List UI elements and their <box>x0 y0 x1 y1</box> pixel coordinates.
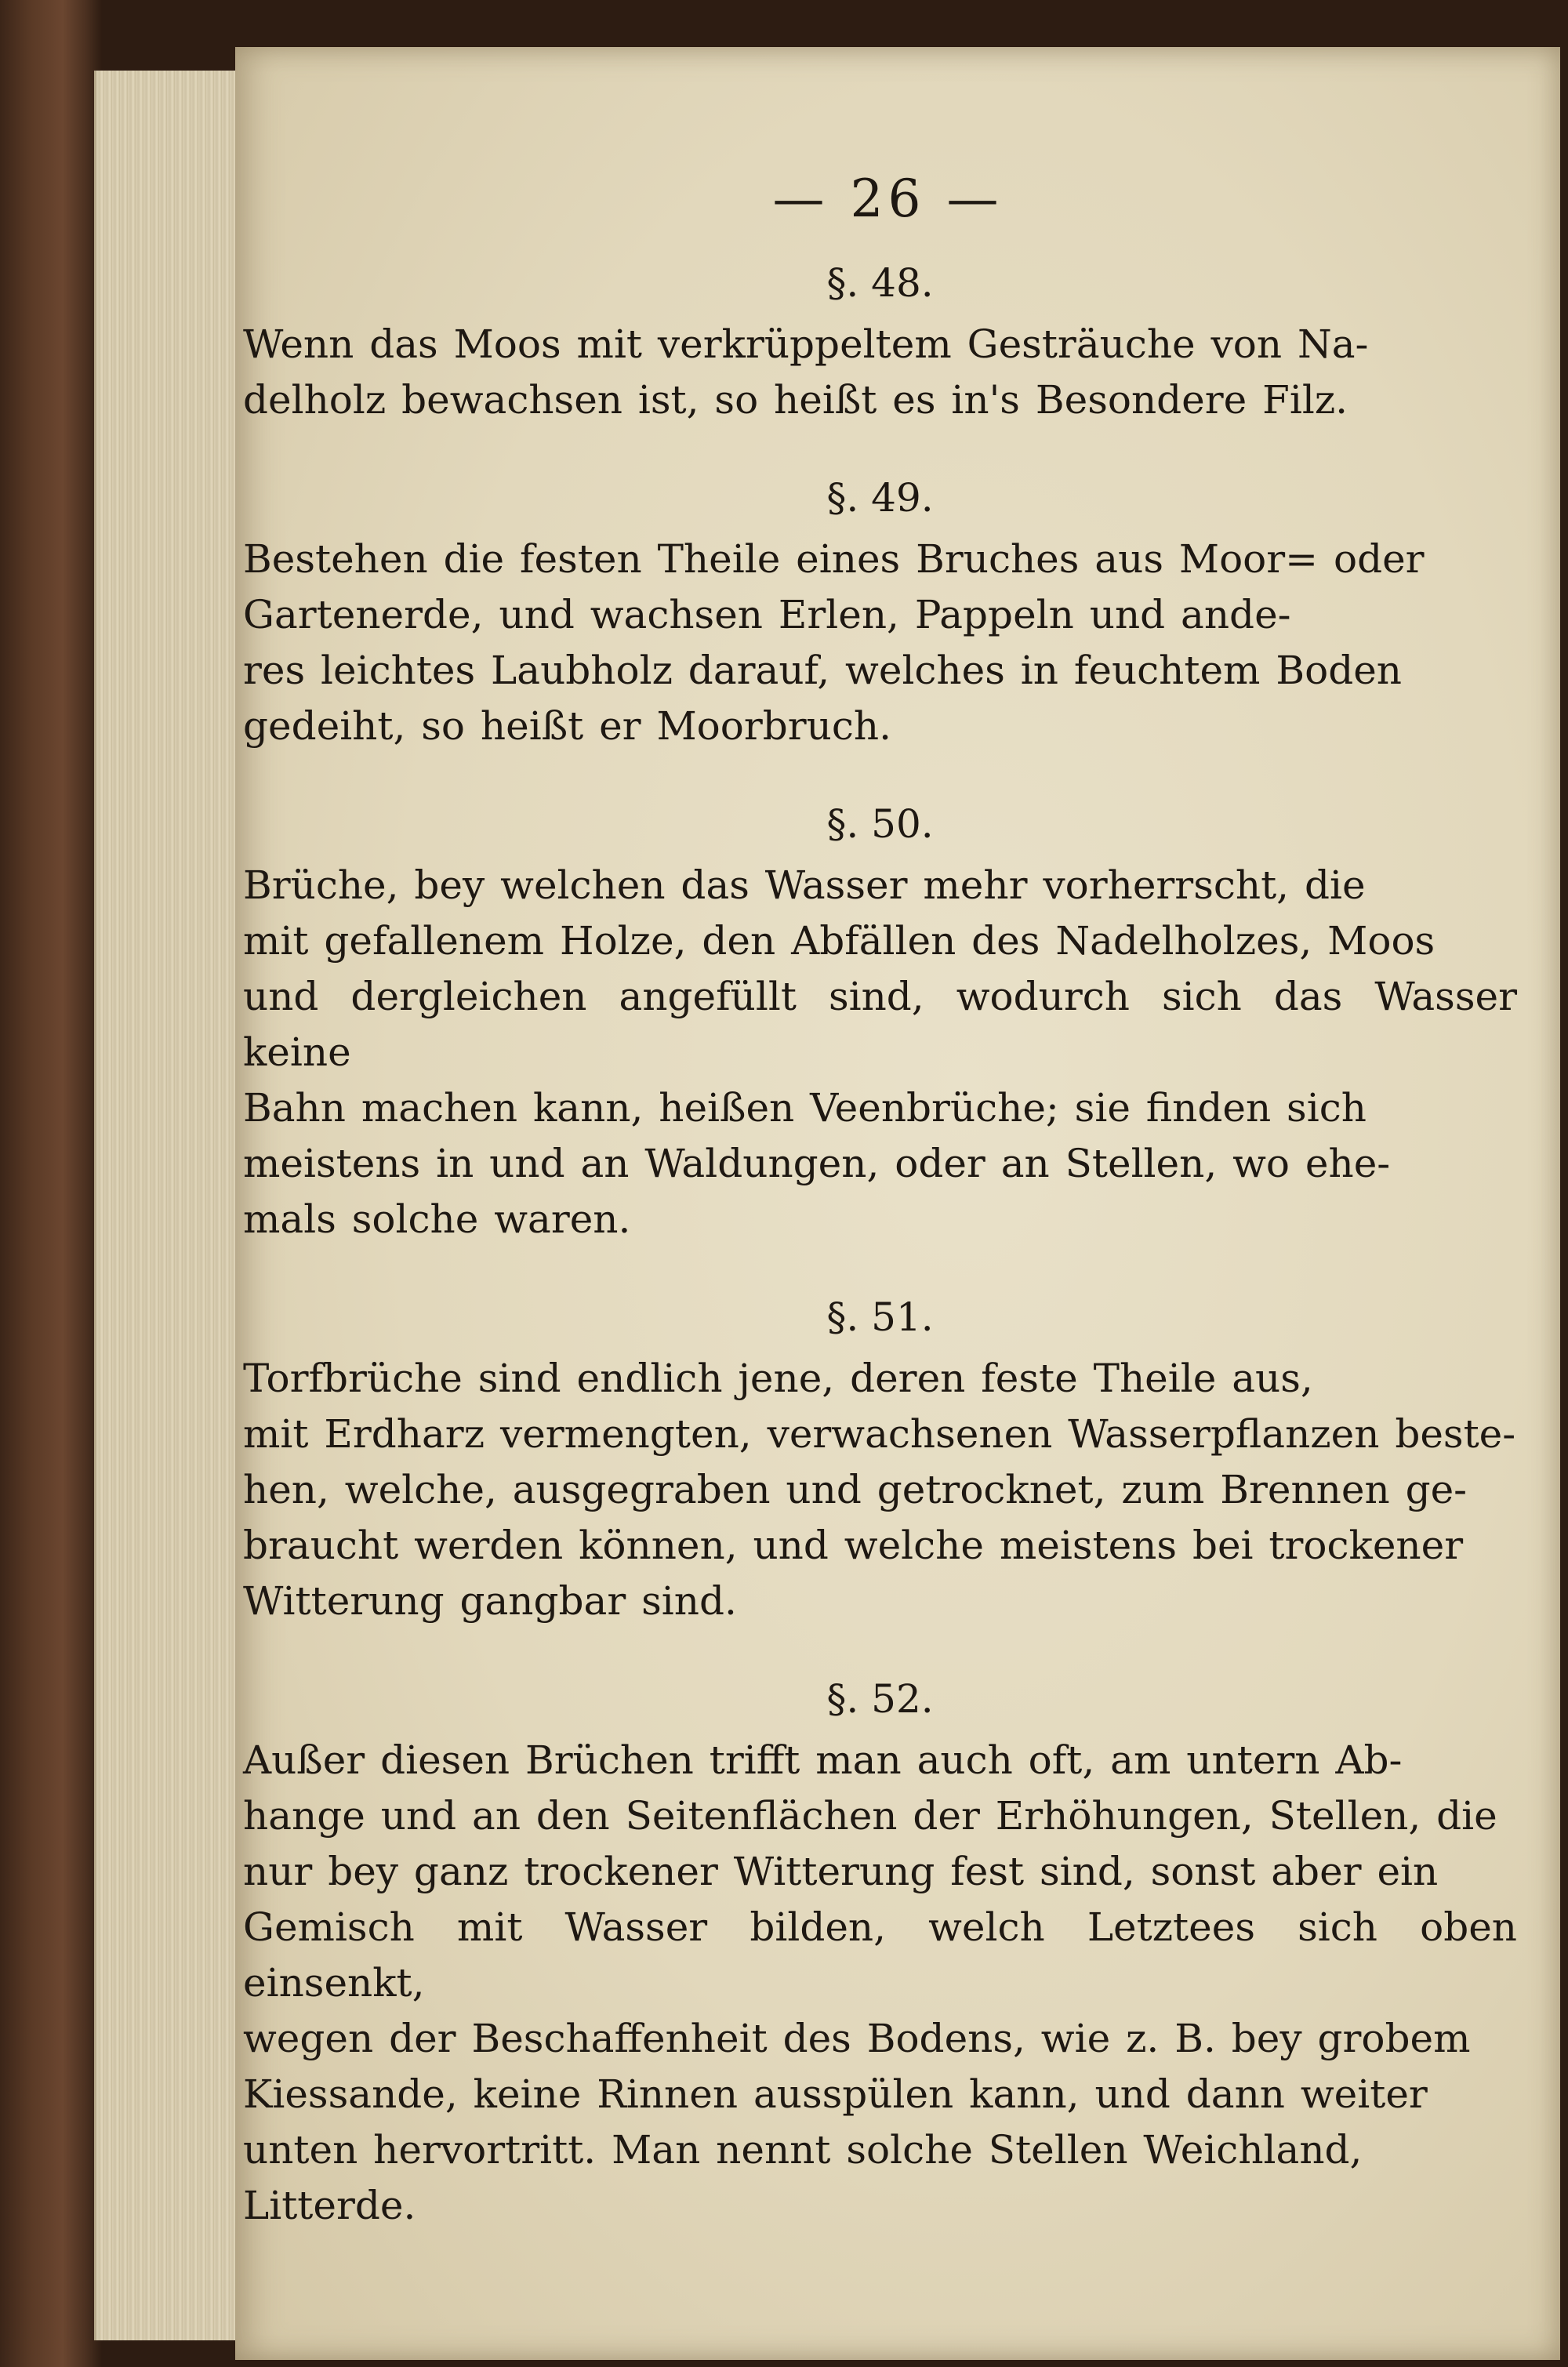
section-heading: §. 49. <box>826 475 934 521</box>
text-line: Gartenerde, und wachsen Erlen, Pappeln und ande- <box>243 592 1291 637</box>
section-heading: §. 50. <box>826 801 934 847</box>
text-line: Kiessande, keine Rinnen ausspülen kann, und dann weiter <box>243 2071 1428 2117</box>
text-line: Bahn machen kann, heißen Veenbrüche; sie finden sich <box>243 1085 1367 1131</box>
section-49 <box>243 475 1517 754</box>
paragraph <box>243 317 1517 428</box>
paragraph <box>243 858 1517 1247</box>
text-line: mit gefallenem Holze, den Abfällen des Nadelholzes, Moos <box>243 918 1436 964</box>
text-line: Torfbrüche sind endlich jene, deren feste Theile aus, <box>243 1356 1313 1401</box>
section-heading: §. 48. <box>826 260 934 306</box>
text-line: Brüche, bey welchen das Wasser mehr vorherrscht, die <box>243 862 1366 908</box>
text-line: nur bey ganz trockener Witterung fest sind, sonst aber ein <box>243 1849 1439 1894</box>
text-line: wegen der Beschaffenheit des Bodens, wie z. B. bey grobem <box>243 2016 1471 2061</box>
page-text <box>243 169 1517 2281</box>
text-line: Litterde. <box>243 2183 416 2228</box>
text-line: meistens in und an Waldungen, oder an Stellen, wo ehe- <box>243 1141 1391 1186</box>
text-line: und dergleichen angefüllt sind, wodurch sich das Wasser keine <box>243 974 1517 1075</box>
paragraph <box>243 532 1517 754</box>
paragraph <box>243 1351 1517 1629</box>
section-heading: §. 51. <box>826 1294 934 1340</box>
text-line: Gemisch mit Wasser bilden, welch Letztees sich oben einsenkt, <box>243 1904 1517 2006</box>
text-line: res leichtes Laubholz darauf, welches in feuchtem Boden <box>243 648 1402 693</box>
text-line: delholz bewachsen ist, so heißt es in's Besondere Filz. <box>243 377 1348 423</box>
section-52 <box>243 1676 1517 2234</box>
paragraph <box>243 1733 1517 2234</box>
section-48 <box>243 260 1517 428</box>
page-number: — 26 — <box>772 169 1004 229</box>
text-line: mals solche waren. <box>243 1196 631 1242</box>
text-line: Bestehen die festen Theile eines Bruches aus Moor= oder <box>243 536 1425 582</box>
section-50 <box>243 801 1517 1247</box>
text-line: mit Erdharz vermengten, verwachsenen Wasserpflanzen beste- <box>243 1411 1516 1457</box>
section-heading: §. 52. <box>826 1676 934 1722</box>
text-line: Außer diesen Brüchen trifft man auch oft, am untern Ab- <box>243 1737 1403 1783</box>
text-line: unten hervortritt. Man nennt solche Stellen Weichland, <box>243 2127 1363 2173</box>
text-line: Wenn das Moos mit verkrüppeltem Gesträuche von Na- <box>243 321 1369 367</box>
section-51 <box>243 1294 1517 1629</box>
text-line: hen, welche, ausgegraben und getrocknet, zum Brennen ge- <box>243 1467 1468 1512</box>
text-line: braucht werden können, und welche meistens bei trockener <box>243 1523 1464 1568</box>
page-edges <box>94 71 241 2340</box>
text-line: Witterung gangbar sind. <box>243 1578 737 1624</box>
text-line: gedeiht, so heißt er Moorbruch. <box>243 703 891 749</box>
text-line: hange und an den Seitenflächen der Erhöhungen, Stellen, die <box>243 1793 1497 1839</box>
